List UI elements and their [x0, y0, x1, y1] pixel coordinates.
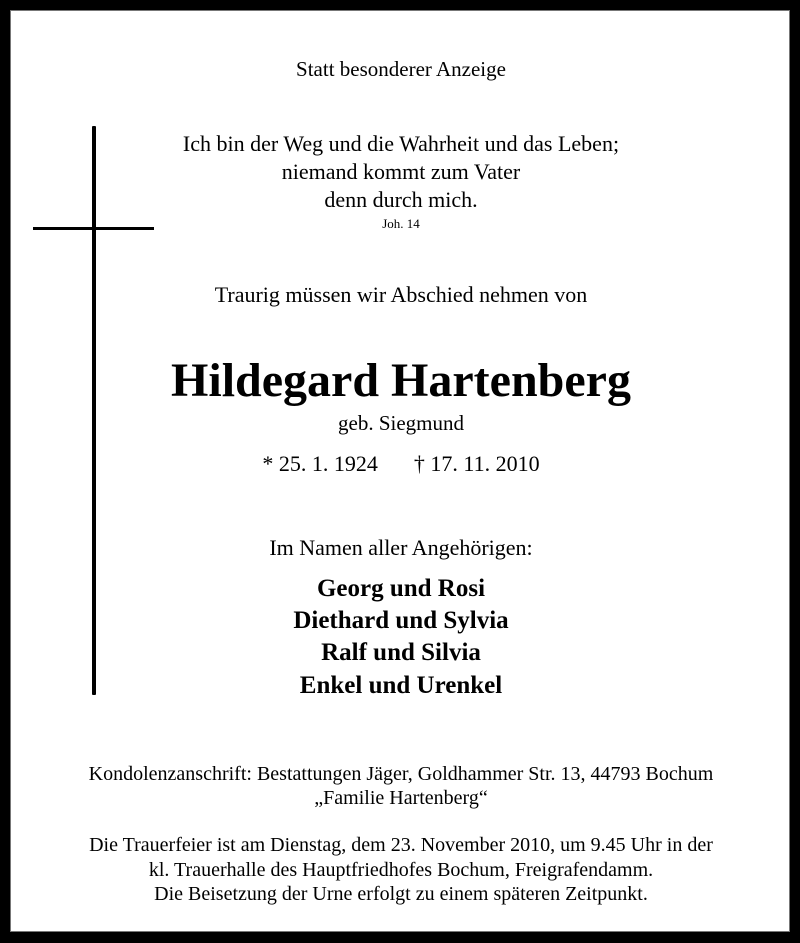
notice-header: Statt besonderer Anzeige: [296, 57, 506, 81]
condolence-address: Kondolenzanschrift: Bestattungen Jäger, Goldhammer Str. 13, 44793 Bochum: [88, 763, 714, 785]
service-line-1: Die Trauerfeier ist am Dienstag, dem 23. November 2010, um 9.45 Uhr in der: [89, 834, 713, 856]
verse-line-1: Ich bin der Weg und die Wahrheit und das Leben;: [182, 131, 620, 156]
mourner-name: Diethard und Sylvia: [293, 607, 509, 634]
verse-line-3: denn durch mich.: [324, 187, 478, 212]
deceased-name: Hildegard Hartenberg: [171, 354, 631, 407]
obituary-notice: [10, 10, 790, 932]
service-line-3: Die Beisetzung der Urne erfolgt zu einem späteren Zeitpunkt.: [154, 883, 648, 905]
death-date: † 17. 11. 2010: [413, 451, 540, 476]
maiden-name: geb. Siegmund: [338, 411, 464, 435]
condolence-recipient: „Familie Hartenberg“: [314, 787, 488, 809]
mourner-name: Georg und Rosi: [316, 575, 486, 602]
mourner-name: Enkel und Urenkel: [299, 672, 503, 699]
intro-text: Traurig müssen wir Abschied nehmen von: [214, 282, 588, 307]
verse-reference: Joh. 14: [382, 216, 420, 231]
life-dates: [11, 451, 791, 477]
mourner-name: Ralf und Silvia: [321, 639, 481, 666]
mourners-heading: Im Namen aller Angehörigen:: [269, 535, 533, 560]
service-line-2: kl. Trauerhalle des Hauptfriedhofes Bochum, Freigrafendamm.: [148, 859, 654, 881]
birth-date: * 25. 1. 1924: [262, 451, 378, 476]
verse-line-2: niemand kommt zum Vater: [281, 159, 521, 184]
